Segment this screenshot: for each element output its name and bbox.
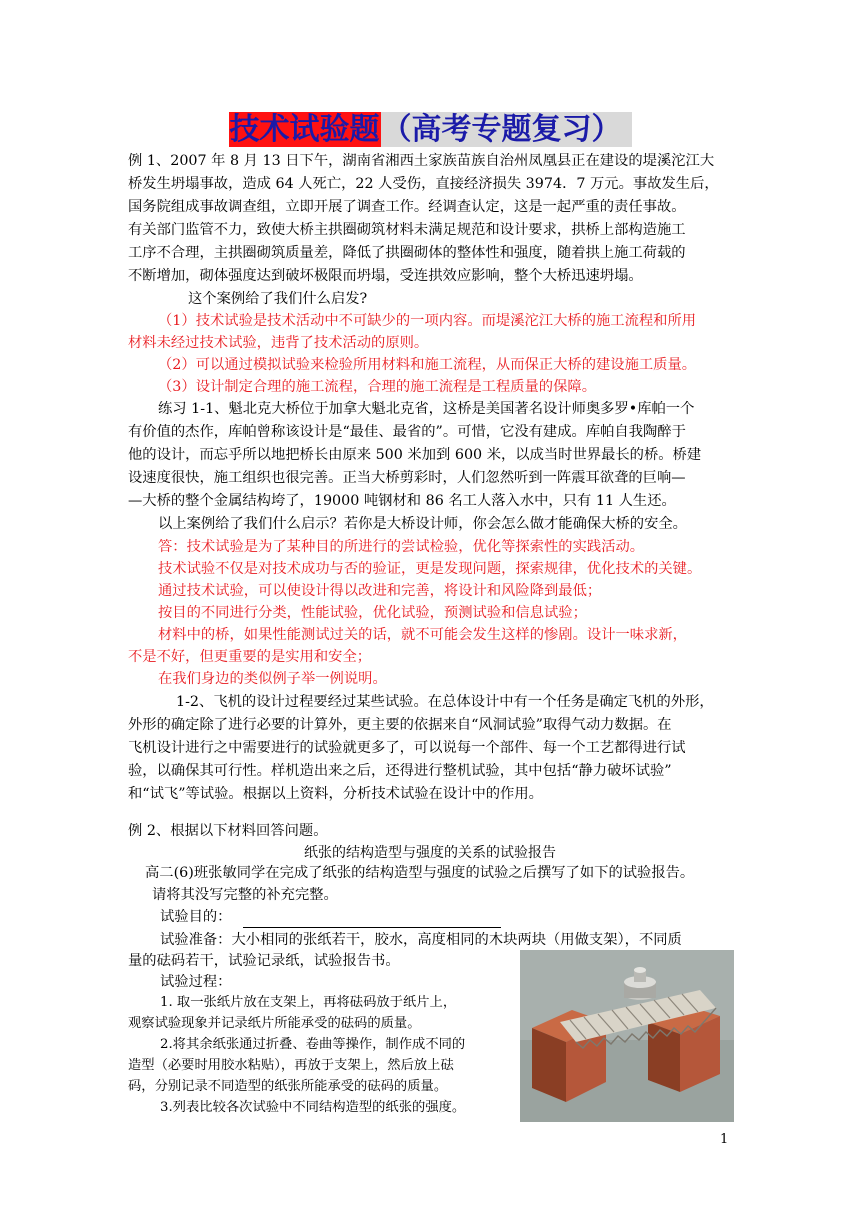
step-line: 1. 取一张纸片放在支架上，再将砝码放于纸片上，	[160, 995, 457, 1010]
answer-line: 材料中的桥，如果性能测试过关的话，就不可能会发生这样的惨剧。设计一味求新，	[158, 627, 687, 643]
step-line: 观察试验现象并记录纸片所能承受的砝码的质量。	[128, 1016, 421, 1031]
answer-line: 在我们身边的类似例子举一例说明。	[158, 671, 387, 687]
answer-line: 答：技术试验是为了某种目的所进行的尝试检验，优化等探索性的实践活动。	[158, 539, 645, 555]
paragraph-line: 练习 1-1、魁北克大桥位于加拿大魁北克省，这桥是美国著名设计师奥多罗•库帕一个	[158, 401, 695, 417]
purpose-line	[160, 906, 501, 928]
paragraph-line: 工序不合理，主拱圈砌筑质量差，降低了拱圈砌体的整体性和强度，随着拱上施工荷载的	[128, 245, 686, 261]
paragraph-line: 国务院组成事故调查组，立即开展了调查工作。经调查认定，这是一起严重的责任事故。	[128, 199, 686, 215]
step-line: 码，分别记录不同造型的纸张所能承受的砝码的质量。	[128, 1079, 448, 1094]
paper-bridge-illustration	[520, 950, 734, 1122]
paragraph-line: 飞机设计进行之中需要进行的试验就更多了，可以说每一个部件、每一个工艺都得进行试	[128, 740, 686, 756]
step-line: 造型（必要时用胶水粘贴），再放于支架上，然后放上砝	[128, 1058, 454, 1073]
answer-line: 通过技术试验，可以使设计得以改进和完善，将设计和风险降到最低；	[158, 583, 602, 599]
answer-line: （1）技术试验是技术活动中不可缺少的一项内容。而堤溪沱江大桥的施工流程和所用	[158, 313, 697, 329]
paragraph-line: 他的设计，而忘乎所以地把桥长由原来 500 米加到 600 米，以成当时世界最长的桥。桥建	[128, 447, 702, 463]
page-title	[0, 104, 860, 148]
step-line: 3.列表比较各次试验中不同结构造型的纸张的强度。	[160, 1100, 466, 1115]
answer-line: 技术试验不仅是对技术成功与否的验证，更是发现问题，探索规律，优化技术的关键。	[158, 561, 702, 577]
paragraph-line: 高二(6)班张敏同学在完成了纸张的结构造型与强度的试验之后撰写了如下的试验报告。	[145, 865, 695, 881]
paragraph-line: 不断增加，砌体强度达到破坏极限而坍塌，受连拱效应影响，整个大桥迅速坍塌。	[128, 268, 643, 284]
paragraph-line: —大桥的整个金属结构垮了，19000 吨钢材和 86 名工人落入水中，只有 11 人生还。	[128, 493, 676, 509]
answer-line: 材料未经过技术试验，违背了技术活动的原则。	[128, 335, 429, 351]
question-line: 以上案例给了我们什么启示？若你是大桥设计师，你会怎么做才能确保大桥的安全。	[158, 516, 687, 532]
paragraph-line: 请将其没写完整的补充完整。	[152, 887, 338, 903]
paragraph-line: 量的砝码若干，试验记录纸，试验报告书。	[128, 953, 400, 969]
purpose-label: 试验目的：	[160, 909, 232, 925]
report-title: 纸张的结构造型与强度的关系的试验报告	[304, 845, 556, 861]
paragraph-line: 例 2、根据以下材料回答问题。	[128, 823, 328, 839]
paragraph-line: 例 1、2007 年 8 月 13 日下午，湖南省湘西土家族苗族自治州凤凰县正在建设的堤溪沱江大	[128, 153, 715, 169]
paragraph-line: 桥发生坍塌事故，造成 64 人死亡，22 人受伤，直接经济损失 3974．7 万元。事故发生后，	[128, 176, 719, 192]
answer-line: 不是不好，但更重要的是实用和安全；	[128, 649, 372, 665]
answer-line: （3）设计制定合理的施工流程，合理的施工流程是工程质量的保障。	[158, 379, 596, 395]
paragraph-line: 外形的确定除了进行必要的计算外，更主要的依据来自“风洞试验”取得气动力数据。在	[128, 717, 672, 733]
answer-line: （2）可以通过模拟试验来检验所用材料和施工流程，从而保正大桥的建设施工质量。	[158, 357, 697, 373]
question-line: 这个案例给了我们什么启发?	[188, 291, 368, 307]
paragraph-line: 有关部门监管不力，致使大桥主拱圈砌筑材料未满足规范和设计要求，拱桥上部构造施工	[128, 222, 686, 238]
title-subtitle: （高考专题复习）	[381, 112, 632, 147]
title-main: 技术试验题	[229, 112, 380, 147]
answer-line: 按目的不同进行分类，性能试验，优化试验，预测试验和信息试验；	[158, 605, 587, 621]
paragraph-line: 1-2、飞机的设计过程要经过某些试验。在总体设计中有一个任务是确定飞机的外形，	[176, 694, 714, 710]
paragraph-line: 试验准备：大小相同的张纸若干，胶水，高度相同的木块两块（用做支架），不同质	[160, 932, 682, 948]
paragraph-line: 设速度很快，施工组织也很完善。正当大桥剪彩时，人们忽然听到一阵震耳欲聋的巨响—	[128, 470, 686, 486]
paragraph-line: 和“试飞”等试验。根据以上资料，分析技术试验在设计中的作用。	[128, 786, 543, 802]
paragraph-line: 试验过程：	[160, 974, 232, 990]
page-number: 1	[720, 1132, 729, 1147]
paragraph-line: 验，以确保其可行性。样机造出来之后，还得进行整机试验，其中包括“静力破坏试验”	[128, 763, 672, 779]
step-line: 2.将其余纸张通过折叠、卷曲等操作，制作成不同的	[160, 1037, 466, 1052]
paragraph-line: 有价值的杰作，库帕曾称该设计是“最佳、最省的”。可惜，它没有建成。库帕自我陶醉于	[128, 424, 686, 440]
purpose-blank[interactable]	[243, 913, 501, 928]
